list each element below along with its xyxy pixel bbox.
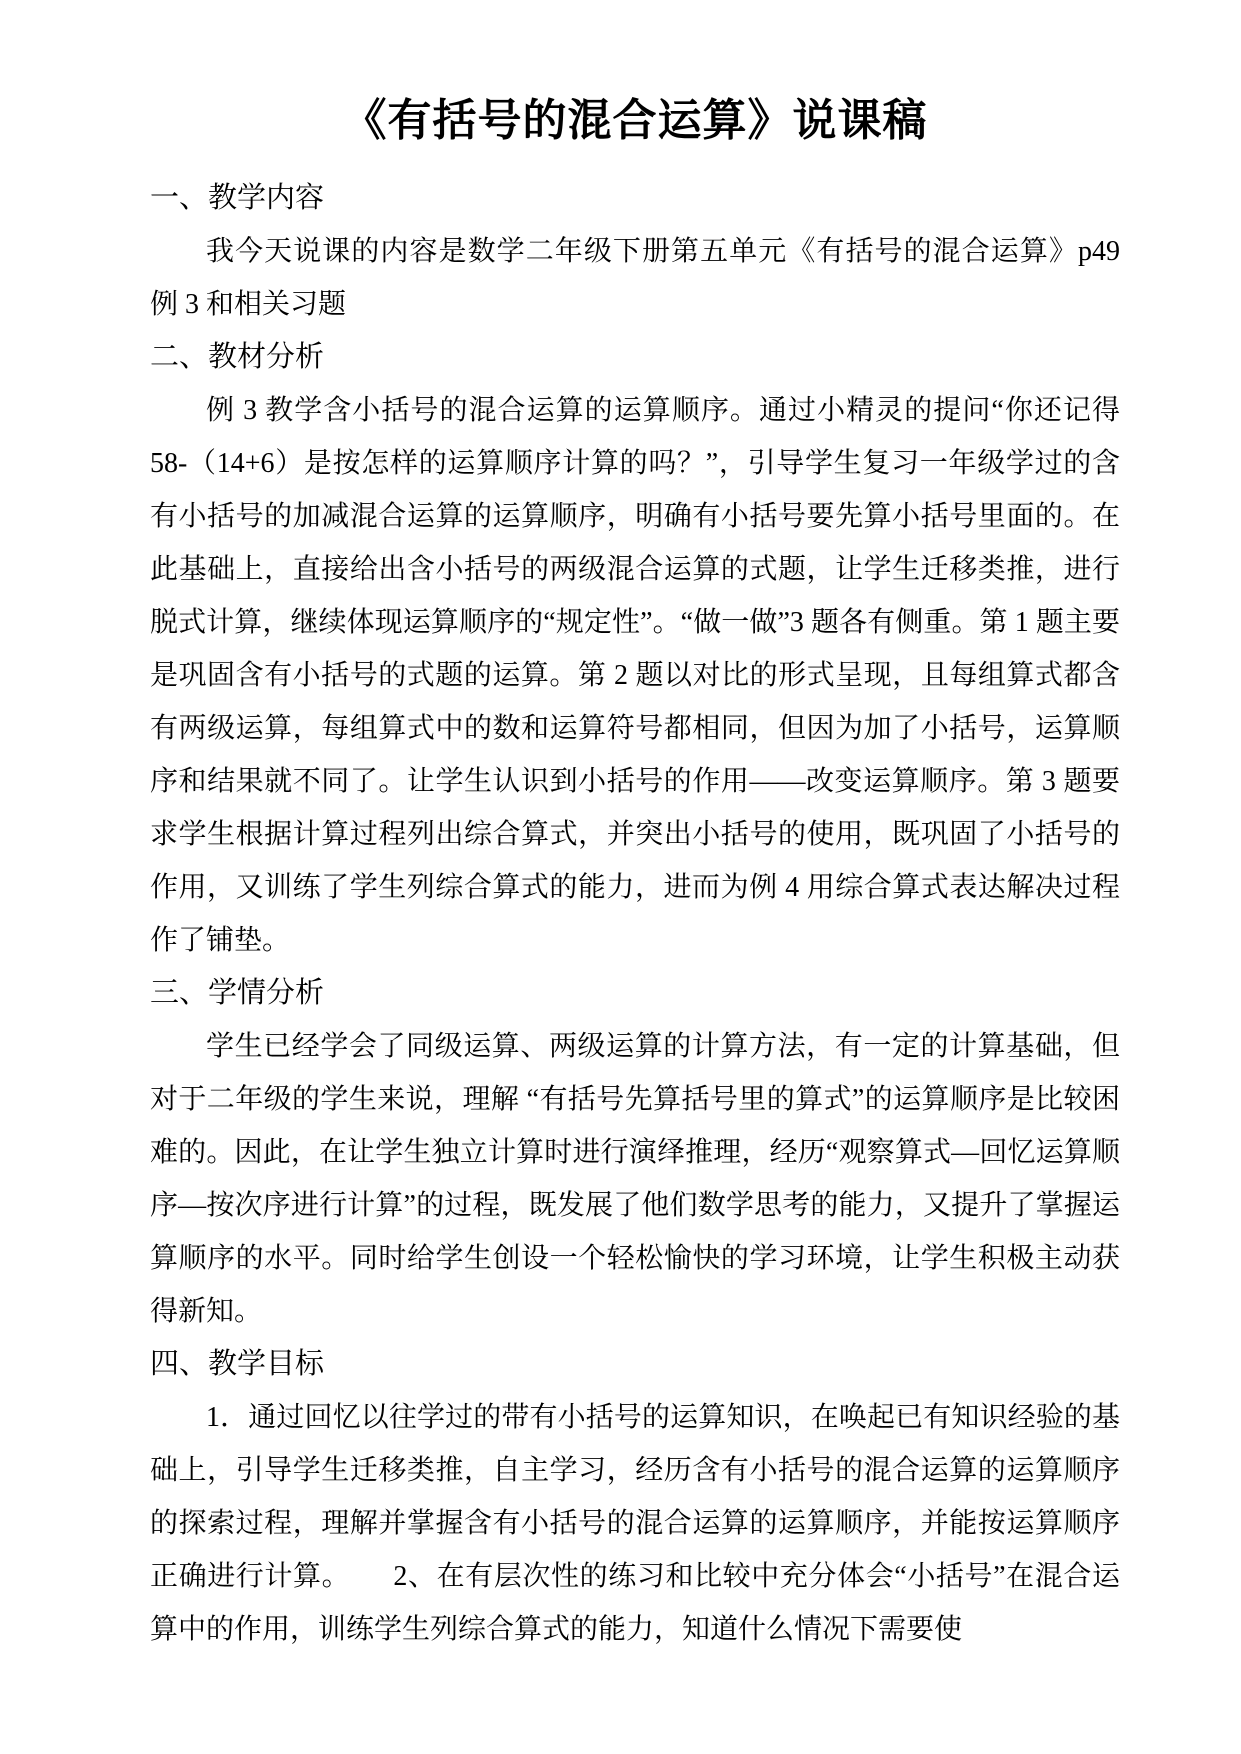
document-title: 《有括号的混合运算》说课稿 (342, 96, 928, 145)
section-paragraph-teaching-content: 我今天说课的内容是数学二年级下册第五单元《有括号的混合运算》p49 例 3 和相关习题 (150, 236, 1120, 320)
section-heading-material-analysis: 二、教材分析 (150, 341, 325, 373)
section-paragraph-learner-analysis: 学生已经学会了同级运算、两级运算的计算方法，有一定的计算基础，但对于二年级的学生来说，理解 “有括号先算括号里的算式”的运算顺序是比较困难的。因此，在让学生独立计算时进行演绎推理，经历“观察算式—回忆运算顺序—按次序进行计算”的过程，既发展了他们数学思考的能力，又提升了掌握运算顺序的水平。同时给学生创设一个轻松愉快的学习环境，让学生积极主动获得新知。 (150, 1031, 1120, 1327)
section-paragraph-teaching-goals: 1．通过回忆以往学过的带有小括号的运算知识，在唤起已有知识经验的基础上，引导学生迁移类推，自主学习，经历含有小括号的混合运算的运算顺序的探索过程，理解并掌握含有小括号的混合运算的运算顺序，并能按运算顺序正确进行计算。 2、在有层次性的练习和比较中充分体会“小括号”在混合运算中的作用，训练学生列综合算式的能力，知道什么情况下需要使 (150, 1402, 1120, 1645)
section-teaching-content (150, 172, 1120, 331)
section-heading-teaching-goals: 四、教学目标 (150, 1348, 325, 1380)
section-learner-analysis (150, 967, 1120, 1338)
section-heading-teaching-content: 一、教学内容 (150, 182, 325, 214)
section-paragraph-material-analysis: 例 3 教学含小括号的混合运算的运算顺序。通过小精灵的提问“你还记得 58-（14+6）是按怎样的运算顺序计算的吗？”，引导学生复习一年级学过的含有小括号的加减混合运算的运算顺序，明确有小括号要先算小括号里面的。在此基础上，直接给出含小括号的两级混合运算的式题，让学生迁移类推，进行脱式计算，继续体现运算顺序的“规定性”。“做一做”3 题各有侧重。第 1 题主要是巩固含有小括号的式题的运算。第 2 题以对比的形式呈现，且每组算式都含有两级运算，每组算式中的数和运算符号都相同，但因为加了小括号，运算顺序和结果就不同了。让学生认识到小括号的作用——改变运算顺序。第 3 题要求学生根据计算过程列出综合算式，并突出小括号的使用，既巩固了小括号的作用，又训练了学生列综合算式的能力，进而为例 4 用综合算式表达解决过程作了铺垫。 (150, 395, 1120, 956)
section-material-analysis (150, 331, 1120, 967)
section-heading-learner-analysis: 三、学情分析 (150, 977, 325, 1009)
section-teaching-goals (150, 1338, 1120, 1656)
